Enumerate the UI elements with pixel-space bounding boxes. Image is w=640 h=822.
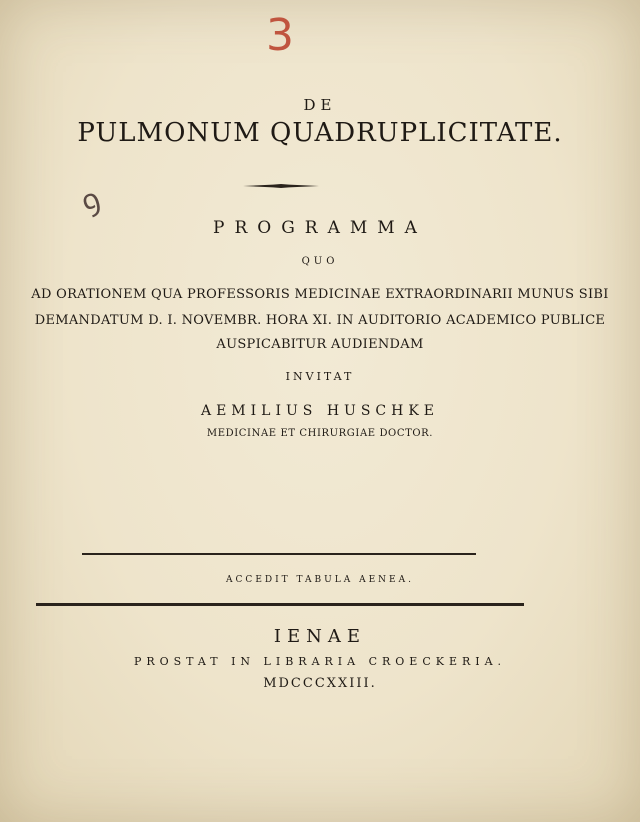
handwritten-mark: ꝯ — [76, 181, 105, 220]
quo-text: QUO — [301, 256, 339, 267]
accedit-tabula: ACCEDIT TABULA AENEA. — [226, 575, 414, 585]
lower-rule — [36, 603, 524, 606]
handwritten-number: 3 — [266, 10, 294, 61]
author-name: AEMILIUS HUSCHKE — [200, 403, 440, 419]
body-line-1: AD ORATIONEM QUA PROFESSORIS MEDICINAE EXTRAORDINARII MUNUS SIBI — [31, 287, 609, 302]
title-de: DE — [303, 96, 337, 114]
main-title: PULMONUM QUADRUPLICITATE. — [77, 118, 563, 148]
invitat-text: INVITAT — [285, 370, 355, 383]
author-degree: MEDICINAE ET CHIRURGIAE DOCTOR. — [206, 428, 434, 439]
ornamental-rule — [243, 184, 319, 188]
body-line-3: AUSPICABITUR AUDIENDAM — [216, 337, 424, 352]
imprint-place: IENAE — [273, 626, 367, 647]
imprint-prostat: PROSTAT IN LIBRARIA CROECKERIA. — [133, 655, 507, 668]
imprint-year: MDCCCXXIII. — [263, 676, 377, 691]
upper-rule — [82, 553, 476, 555]
body-line-2: DEMANDATUM D. I. NOVEMBR. HORA XI. IN AUDITORIO ACADEMICO PUBLICE — [34, 313, 606, 328]
subtitle-programma: PROGRAMMA — [213, 218, 427, 238]
